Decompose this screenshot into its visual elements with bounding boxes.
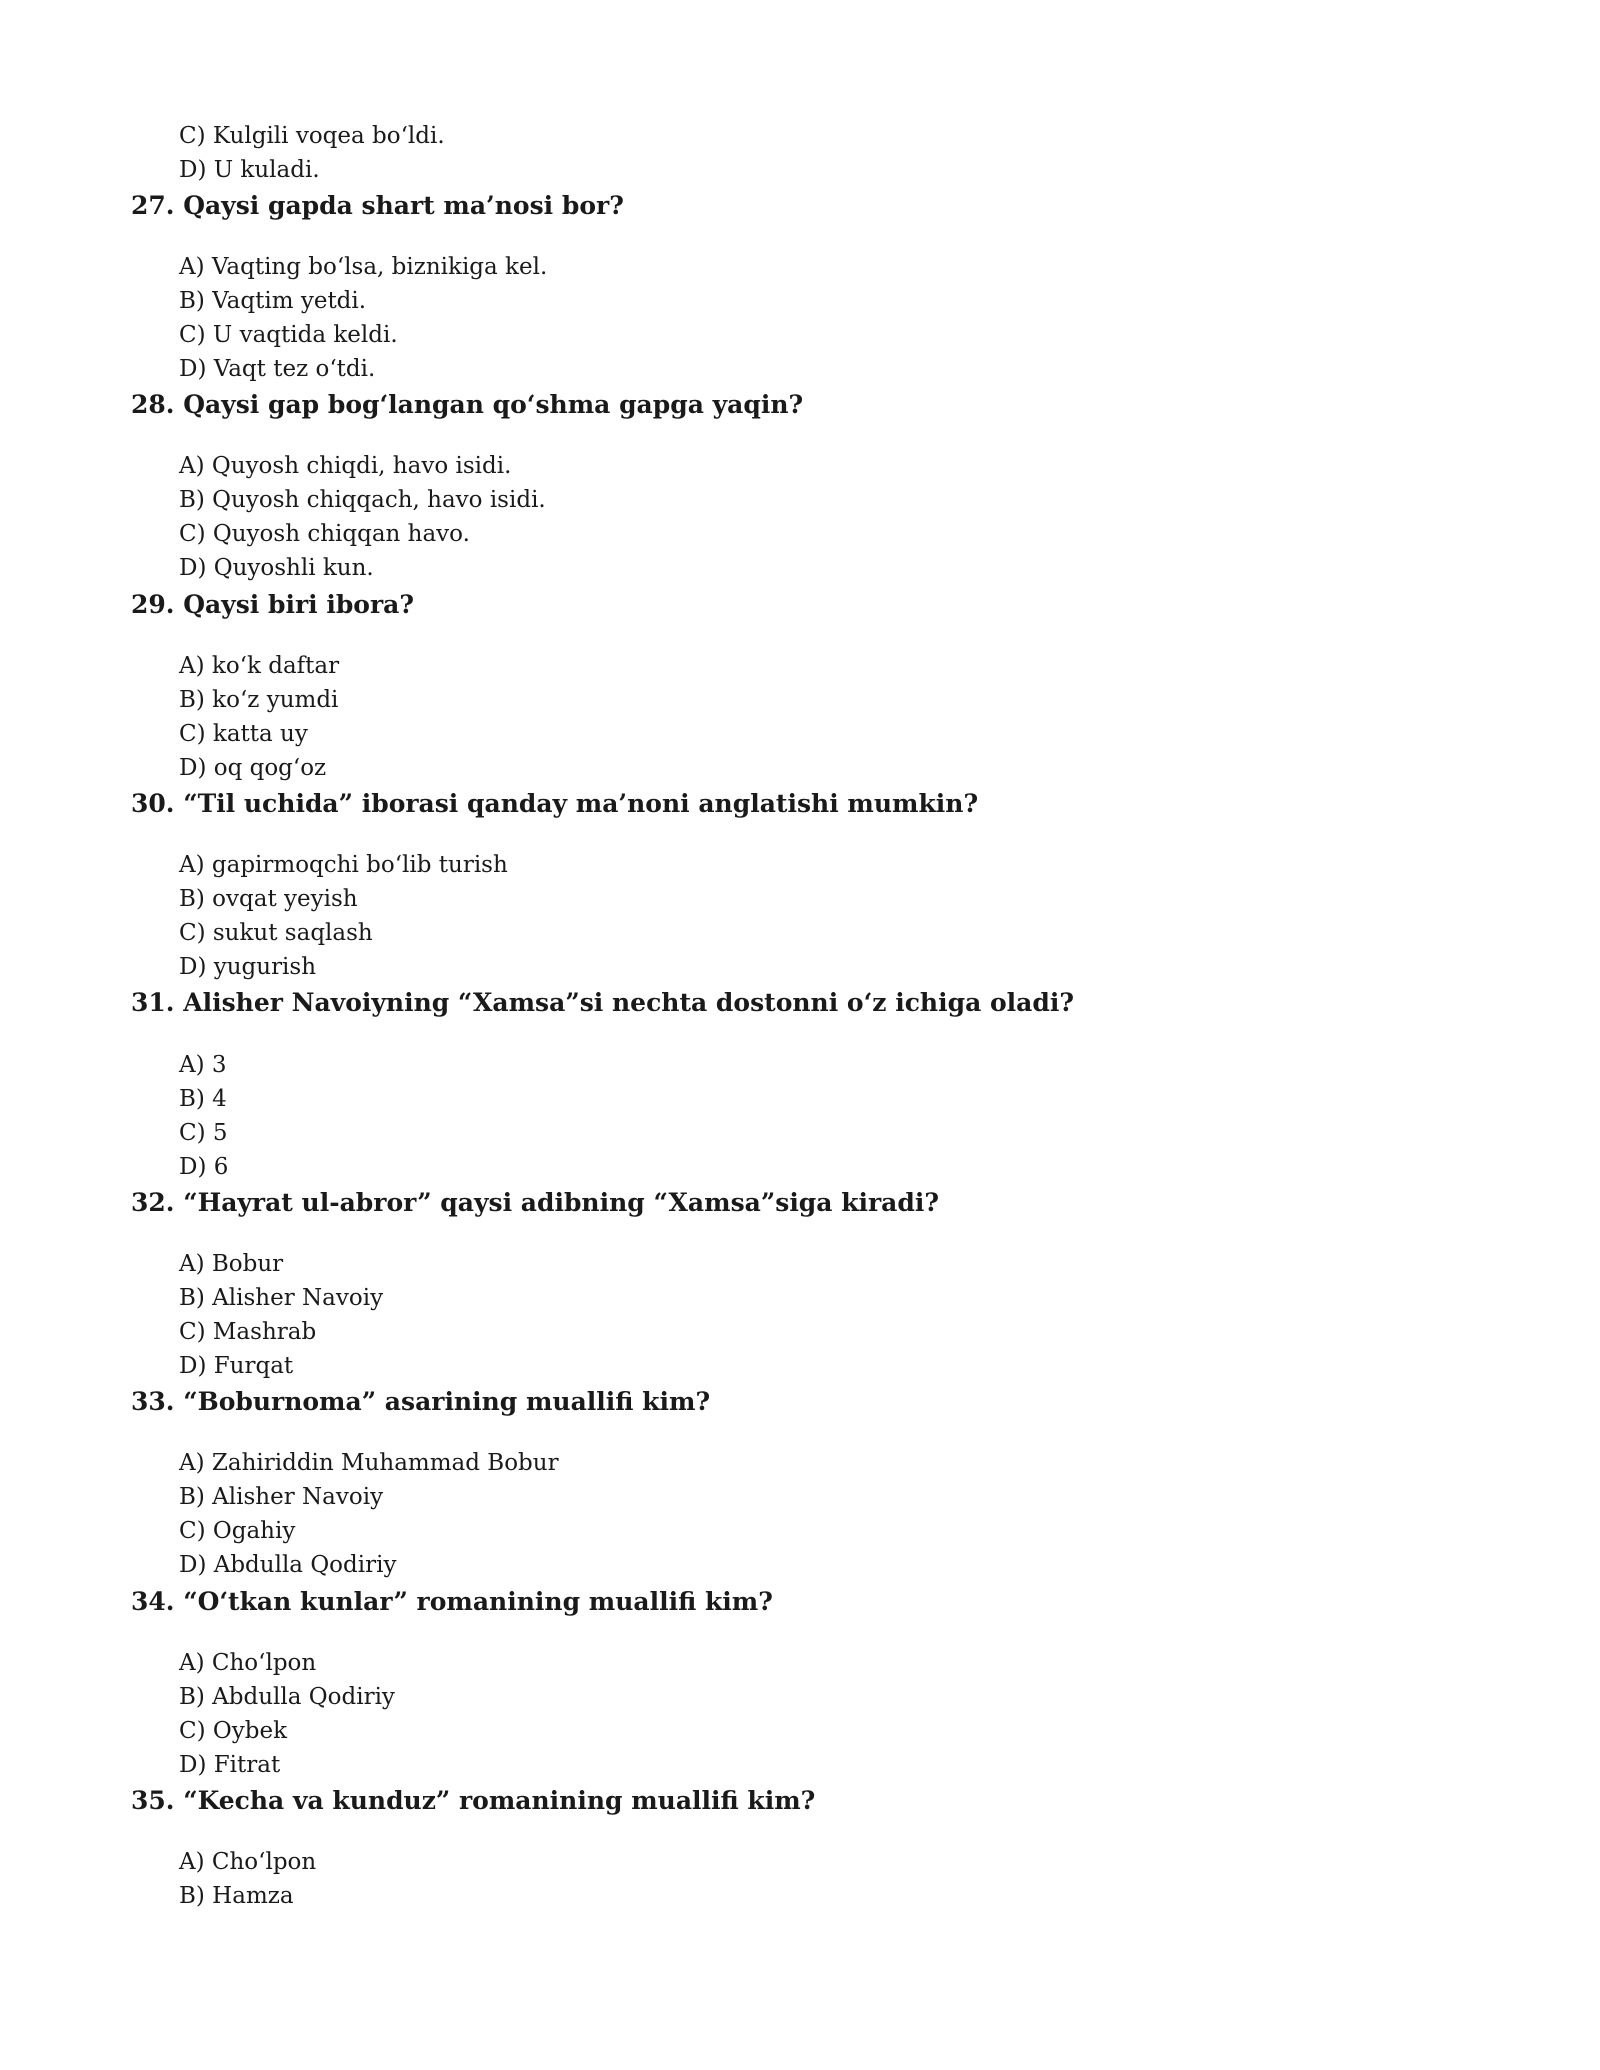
question-title: 34. “O‘tkan kunlar” romanining muallifi kim?	[131, 1587, 773, 1616]
option: D) Quyoshli kun.	[179, 555, 374, 581]
option: D) oq qog‘oz	[179, 755, 327, 781]
option: C) Kulgili voqea bo‘ldi.	[179, 123, 445, 149]
option: A) ko‘k daftar	[179, 653, 340, 679]
option: D) Fitrat	[179, 1752, 281, 1778]
option: A) 3	[179, 1052, 227, 1078]
question-title: 35. “Kecha va kunduz” romanining muallifi kim?	[131, 1786, 816, 1815]
option: C) 5	[179, 1120, 228, 1146]
option: A) gapirmoqchi bo‘lib turish	[179, 852, 508, 878]
option: B) ko‘z yumdi	[179, 687, 339, 713]
option: D) U kuladi.	[179, 157, 320, 183]
question-title: 30. “Til uchida” iborasi qanday ma’noni anglatishi mumkin?	[131, 789, 979, 818]
option: A) Quyosh chiqdi, havo isidi.	[179, 453, 512, 479]
option: B) Abdulla Qodiriy	[179, 1684, 395, 1710]
option: A) Zahiriddin Muhammad Bobur	[179, 1450, 559, 1476]
option: C) U vaqtida keldi.	[179, 322, 398, 348]
option: C) Ogahiy	[179, 1518, 296, 1544]
option: A) Vaqting bo‘lsa, biznikiga kel.	[179, 254, 548, 280]
option: B) Hamza	[179, 1883, 294, 1909]
option: C) sukut saqlash	[179, 920, 373, 946]
question-title: 29. Qaysi biri ibora?	[131, 590, 414, 619]
option: C) Mashrab	[179, 1319, 317, 1345]
option: D) yugurish	[179, 954, 317, 980]
option: B) Alisher Navoiy	[179, 1484, 384, 1510]
option: D) Furqat	[179, 1353, 294, 1379]
option: D) Vaqt tez o‘tdi.	[179, 356, 376, 382]
question-title: 33. “Boburnoma” asarining muallifi kim?	[131, 1387, 711, 1416]
option: D) Abdulla Qodiriy	[179, 1552, 397, 1578]
question-title: 27. Qaysi gapda shart ma’nosi bor?	[131, 191, 624, 220]
option: A) Bobur	[179, 1251, 284, 1277]
option: C) Oybek	[179, 1718, 288, 1744]
option: C) katta uy	[179, 721, 308, 747]
option: C) Quyosh chiqqan havo.	[179, 521, 470, 547]
option: B) Alisher Navoiy	[179, 1285, 384, 1311]
option: A) Cho‘lpon	[179, 1650, 317, 1676]
option: B) 4	[179, 1086, 227, 1112]
option: D) 6	[179, 1154, 229, 1180]
option: A) Cho‘lpon	[179, 1849, 317, 1875]
question-title: 31. Alisher Navoiyning “Xamsa”si nechta dostonni o‘z ichiga oladi?	[131, 988, 1074, 1017]
question-title: 32. “Hayrat ul-abror” qaysi adibning “Xamsa”siga kiradi?	[131, 1188, 940, 1217]
option: B) Vaqtim yetdi.	[179, 288, 367, 314]
question-title: 28. Qaysi gap bog‘langan qo‘shma gapga yaqin?	[131, 390, 804, 419]
option: B) ovqat yeyish	[179, 886, 358, 912]
option: B) Quyosh chiqqach, havo isidi.	[179, 487, 546, 513]
